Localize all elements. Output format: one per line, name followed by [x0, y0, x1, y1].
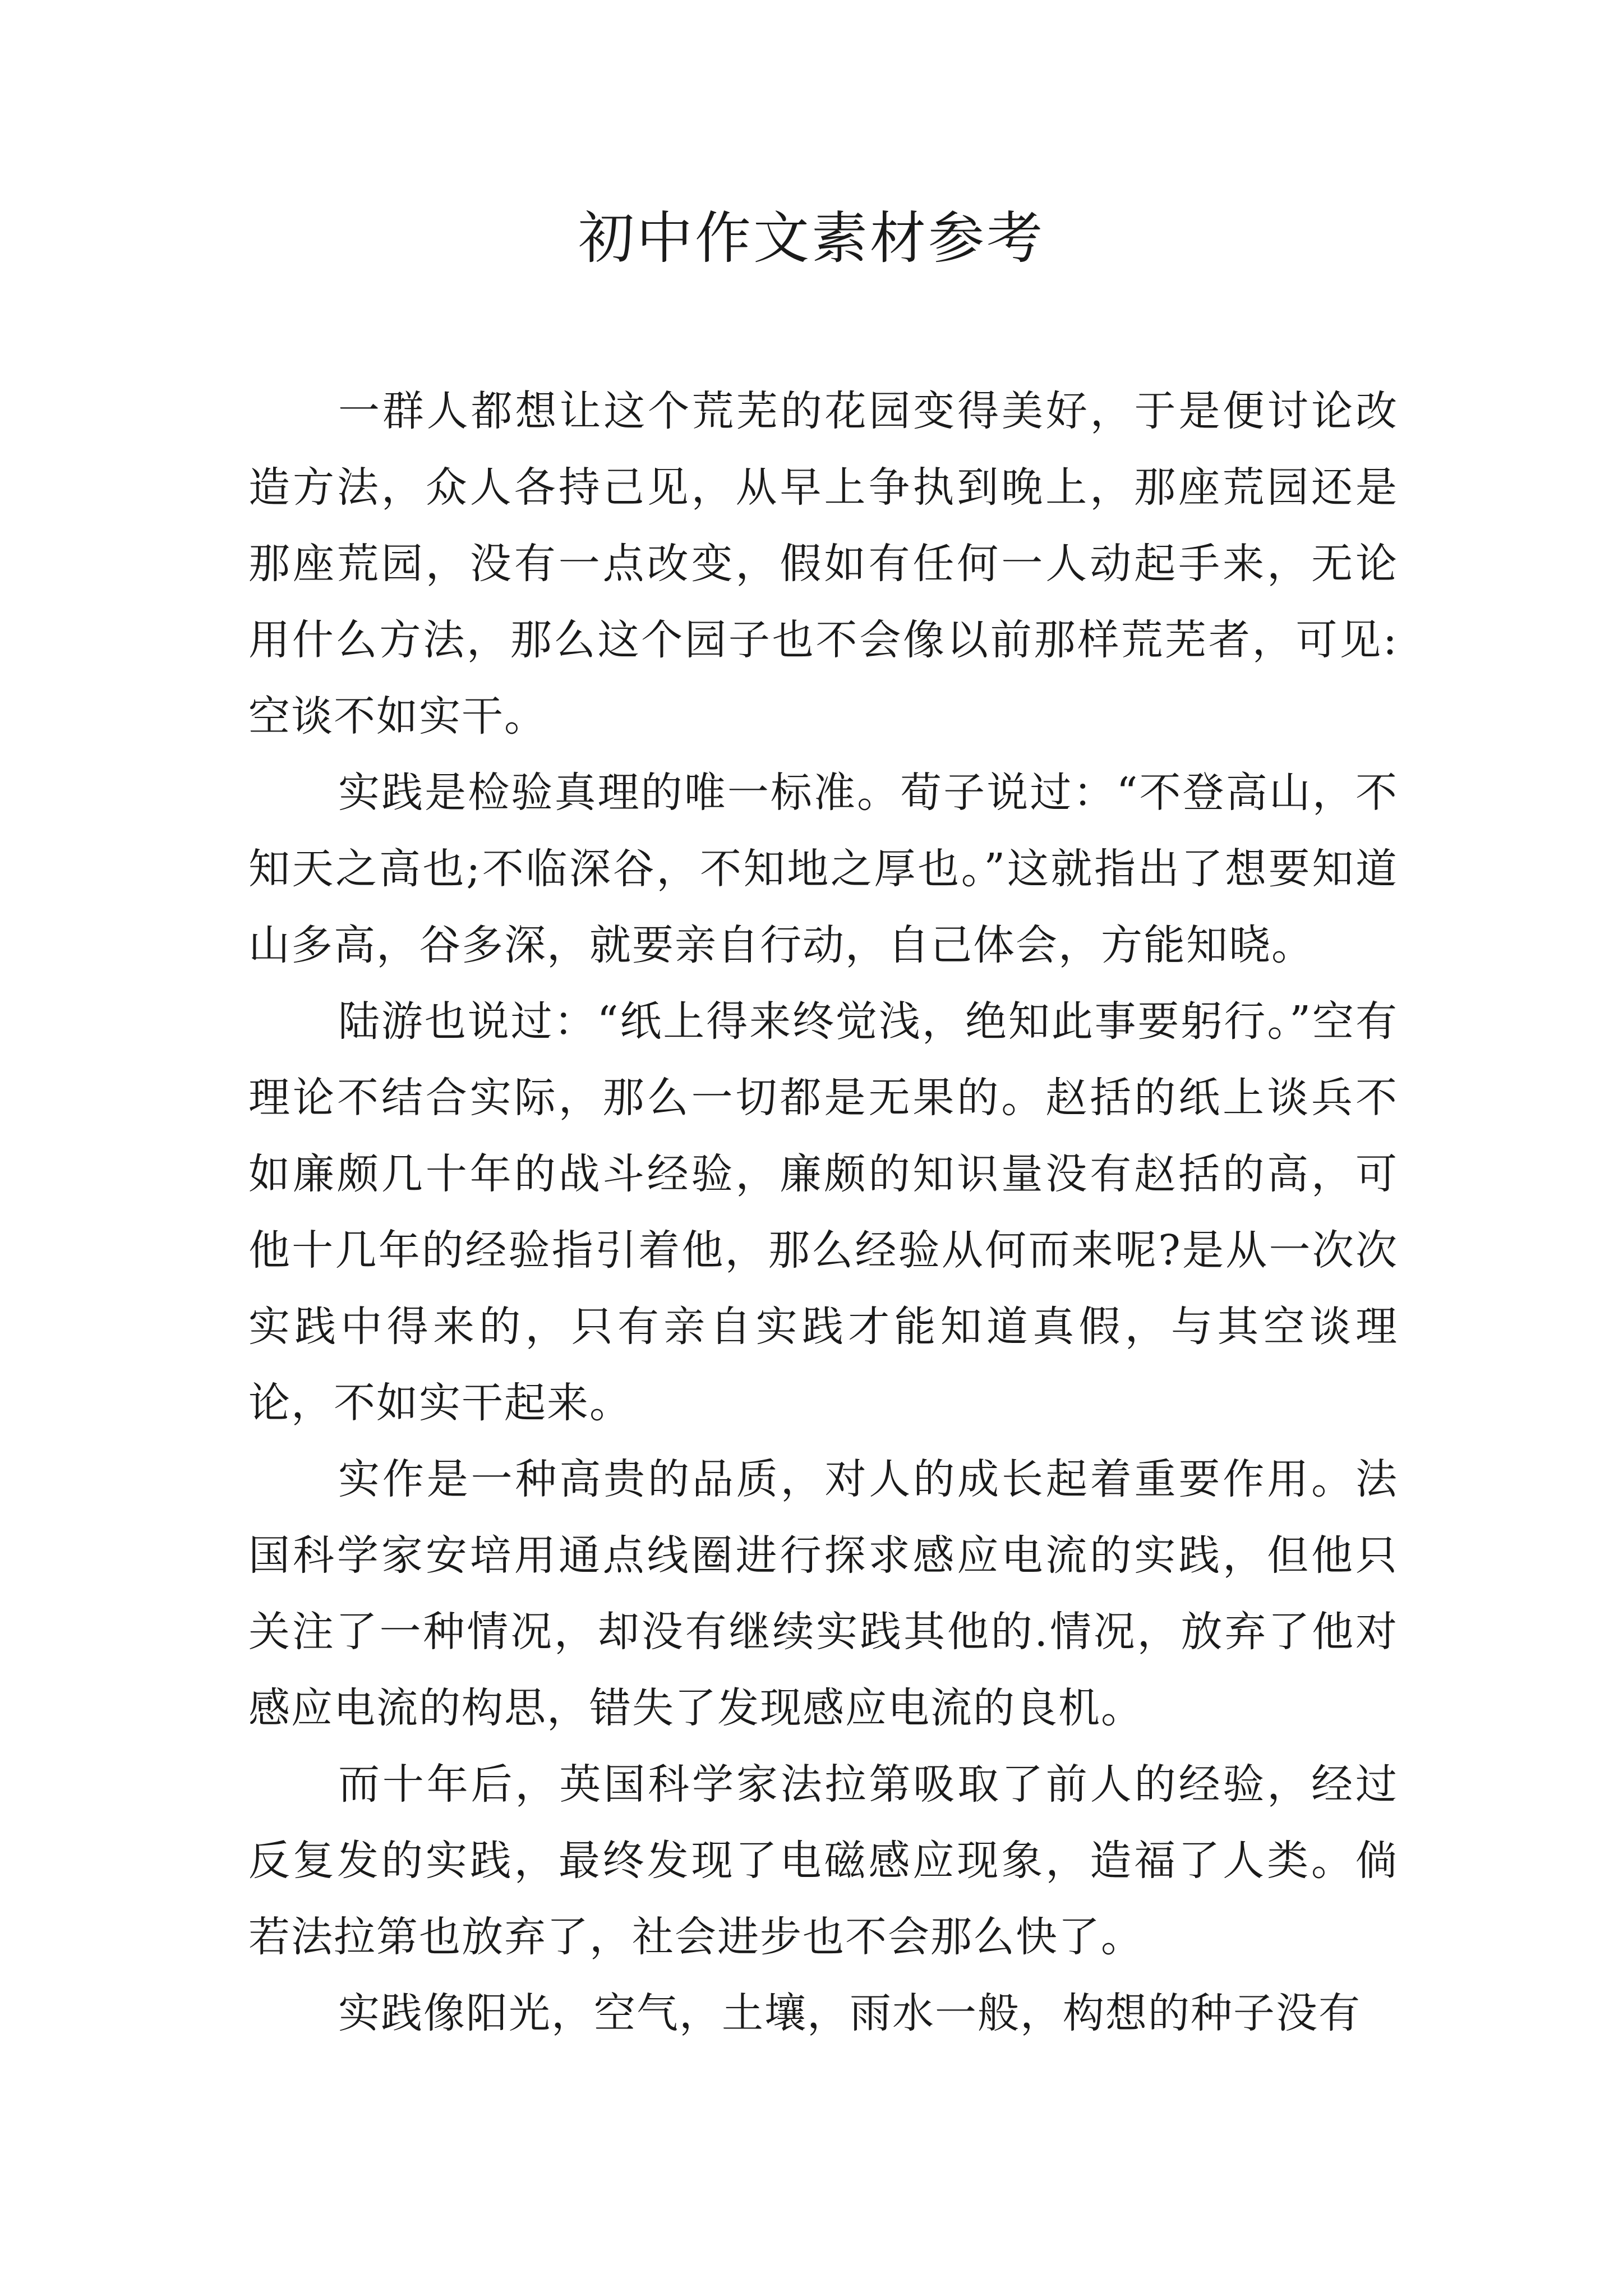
paragraph-3: 陆游也说过：“纸上得来终觉浅，绝知此事要躬行。”空有理论不结合实际，那么一切都是无果的。赵括的纸上谈兵不如廉颇几十年的战斗经验，廉颇的知识量没有赵括的高，可他十几年的经验指引着他，那么经验从何而来呢?是从一次次实践中得来的，只有亲自实践才能知道真假，与其空谈理论，不如实干起来。 — [248, 997, 1398, 1427]
page-title: 初中作文素材参考 — [578, 205, 1045, 271]
paragraph-1: 一群人都想让这个荒芜的花园变得美好，于是便讨论改造方法，众人各持己见，从早上争执到晚上，那座荒园还是那座荒园，没有一点改变，假如有任何一人动起手来，无论用什么方法，那么这个园子也不会像以前那样荒芜者，可见:空谈不如实干。 — [248, 387, 1398, 740]
document-body — [248, 373, 1398, 2051]
paragraph-4: 实作是一种高贵的品质，对人的成长起着重要作用。法国科学家安培用通点线圈进行探求感应电流的实践，但他只关注了一种情况，却没有继续实践其他的.情况，放弃了他对感应电流的构思，错失了发现感应电流的良机。 — [248, 1455, 1398, 1732]
paragraph-5: 而十年后，英国科学家法拉第吸取了前人的经验，经过反复发的实践，最终发现了电磁感应现象，造福了人类。倘若法拉第也放弃了，社会进步也不会那么快了。 — [248, 1760, 1398, 1961]
paragraph-2: 实践是检验真理的唯一标准。荀子说过：“不登高山，不知天之高也;不临深谷，不知地之厚也。”这就指出了想要知道山多高，谷多深，就要亲自行动，自己体会，方能知晓。 — [248, 769, 1398, 969]
paragraph-6: 实践像阳光，空气，土壤，雨水一般，构想的种子没有 — [338, 1989, 1361, 2037]
